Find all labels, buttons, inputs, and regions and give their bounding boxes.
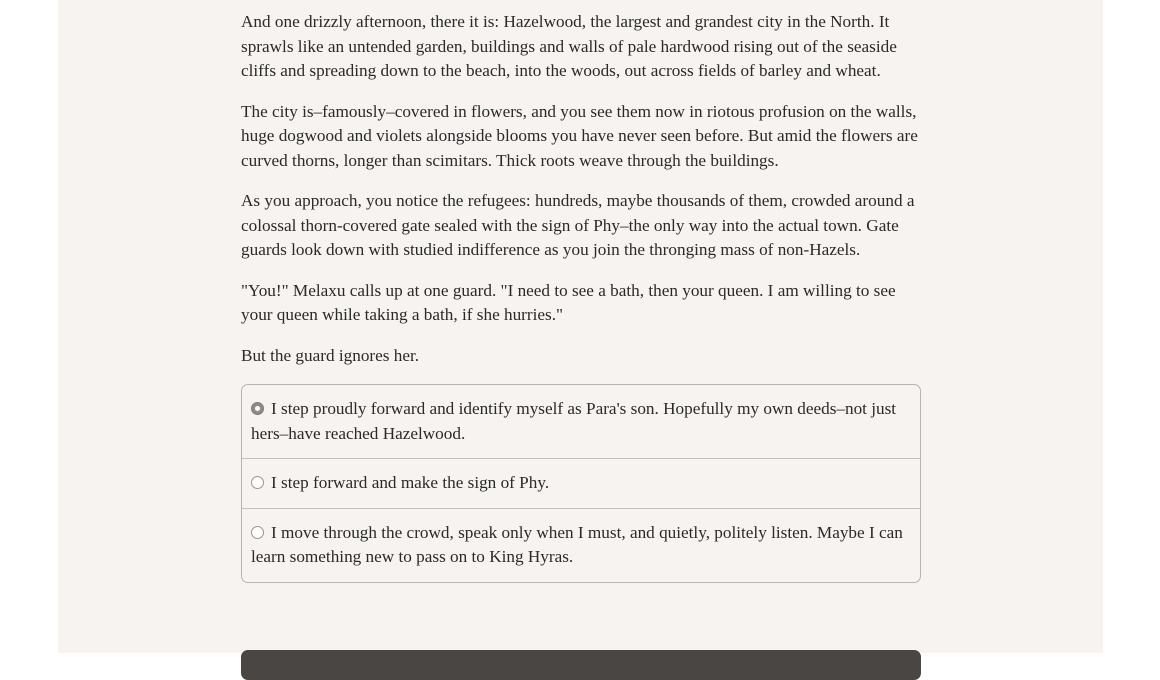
choice-list — [241, 384, 921, 583]
story-paragraph: The city is–famously–covered in flowers, and you see them now in riotous profusion on the walls, huge dogwood and violets alongside blooms you have never seen before. But amid the flowers are curved thorns, longer than scimitars. Thick roots weave through the buildings. — [241, 101, 918, 170]
game-page — [58, 0, 1103, 653]
choice-label: I move through the crowd, speak only when I must, and quietly, politely listen. Maybe I can learn something new to pass on to King Hyras. — [251, 522, 903, 566]
choice-label: I step forward and make the sign of Phy. — [271, 473, 550, 492]
choice-option-listen[interactable] — [242, 508, 920, 582]
radio-unselected-icon[interactable] — [251, 476, 264, 489]
story-content — [241, 10, 921, 583]
choice-option-sign-of-phy[interactable] — [242, 458, 920, 508]
choice-label: I step proudly forward and identify myself as Para's son. Hopefully my own deeds–not just hers–have reached Hazelwood. — [251, 399, 897, 443]
story-paragraph: But the guard ignores her. — [241, 345, 420, 365]
choice-option-para-son[interactable] — [242, 385, 920, 458]
story-paragraph: As you approach, you notice the refugees: hundreds, maybe thousands of them, crowded around a colossal thorn-covered gate sealed with the sign of Phy–the only way into the actual town. Gate guards look down with studied indifference as you join the thronging mass of non-Hazels. — [241, 191, 915, 259]
next-button[interactable] — [241, 650, 921, 680]
story-paragraph: "You!" Melaxu calls up at one guard. "I need to see a bath, then your queen. I am willing to see your queen while taking a bath, if she hurries." — [241, 280, 896, 324]
radio-selected-icon[interactable] — [251, 402, 264, 415]
story-paragraph: And one drizzly afternoon, there it is: Hazelwood, the largest and grandest city in the North. It sprawls like an untended garden, buildings and walls of pale hardwood rising out of the seaside cliffs and spreading down to the beach, into the woods, out across fields of barley and wheat. — [241, 12, 897, 80]
radio-unselected-icon[interactable] — [251, 526, 264, 539]
